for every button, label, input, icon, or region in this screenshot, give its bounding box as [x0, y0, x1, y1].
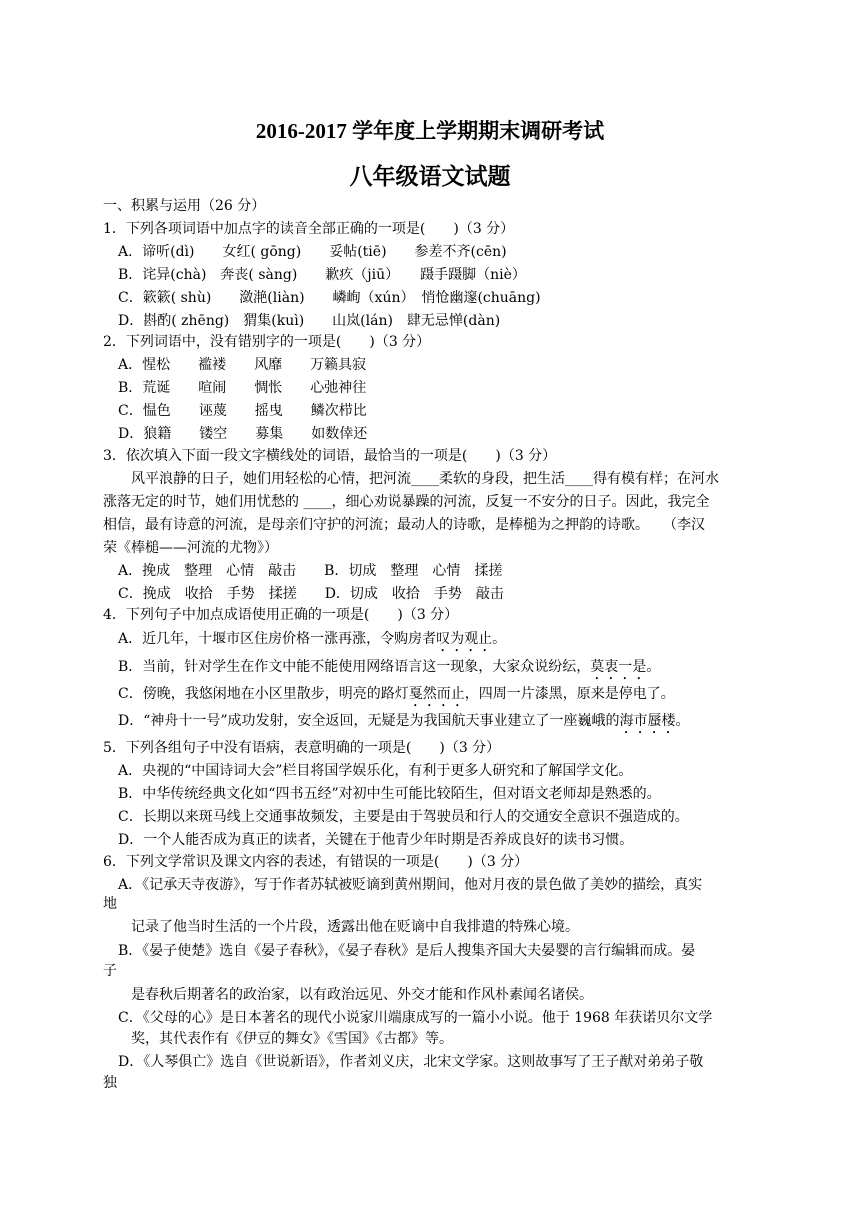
q6-option-b-line-1: B．《晏子使楚》选自《晏子春秋》，《晏子春秋》是后人搜集齐国大夫晏婴的言行编辑而成。晏 — [118, 943, 696, 959]
exam-title: 2016-2017 学年度上学期期末调研考试 — [255, 119, 605, 143]
q6-option-d-line-2: 独 — [103, 1075, 117, 1091]
q3-passage-line-2: 涨落无定的时节，她们用忧愁的 ____，细心劝说暴躁的河流，反复一不安分的日子。因此，我完全 — [103, 494, 710, 510]
question-2-stem: 2．下列词语中，没有错别字的一项是( )（3 分） — [103, 334, 431, 350]
q6-option-b-line-3: 是春秋后期著名的政治家，以有政治远见、外交才能和作风朴素闻名诸侯。 — [131, 987, 593, 1003]
q2-option-a: A．惺松 褴褛 风靡 万籁具寂 — [118, 357, 367, 373]
q3-passage-line-1: 风平浪静的日子，她们用轻松的心情，把河流____柔软的身段，把生活____得有模有样；在河水 — [131, 471, 719, 487]
q6-option-c-line-2: 奖，其代表作有《伊豆的舞女》《雪国》《古都》等。 — [131, 1031, 453, 1047]
question-5-stem: 5．下列各组句子中没有语病，表意明确的一项是( )（3 分） — [103, 740, 501, 756]
q5-option-d: D．一个人能否成为真正的读者，关键在于他青少年时期是否养成良好的读书习惯。 — [118, 832, 634, 848]
q4-option-d: D．“神舟十一号”成功发射，安全返回，无疑是为我国航天事业建立了一座巍峨的海市蜃楼。 — [118, 713, 690, 729]
q6-option-c-line-1: C．《父母的心》是日本著名的现代小说家川端康成写的一篇小小说。他于 1968 年获诺贝尔文学 — [118, 1010, 713, 1026]
q5-option-c: C．长期以来斑马线上交通事故频发，主要是由于驾驶员和行人的交通安全意识不强造成的。 — [118, 809, 689, 825]
emphasized-idiom: 戛然而止 — [408, 686, 465, 702]
q1-option-c: C．簌簌( shù) 潋滟(liàn) 嶙峋（xún） 悄怆幽邃(chuāng) — [118, 290, 541, 306]
q6-option-a-line-1: A．《记承天寺夜游》，写于作者苏轼被贬谪到黄州期间，他对月夜的景色做了美妙的描绘，真实 — [118, 877, 703, 893]
q4-option-b: B．当前，针对学生在作文中能不能使用网络语言这一现象，大家众说纷纭，莫衷一是。 — [118, 659, 661, 675]
question-4-stem: 4．下列句子中加点成语使用正确的一项是( )（3 分） — [103, 607, 459, 623]
q6-option-b-line-2: 子 — [103, 963, 117, 979]
q6-option-a-line-2: 地 — [103, 896, 117, 912]
question-6-stem: 6．下列文学常识及课文内容的表述，有错误的一项是( )（3 分） — [103, 854, 529, 870]
q5-option-b: B．中华传统经典文化如“四书五经”对初中生可能比较陌生，但对语文老师却是熟悉的。 — [118, 786, 661, 802]
q5-option-a: A．央视的“中国诗词大会”栏目将国学娱乐化，有利于更多人研究和了解国学文化。 — [118, 763, 633, 779]
q6-option-d-line-1: D．《人琴俱亡》选自《世说新语》，作者刘义庆，北宋文学家。这则故事写了王子猷对弟弟子敬 — [118, 1054, 704, 1070]
q2-option-b: B．荒诞 喧闹 惆怅 心弛神往 — [118, 380, 367, 396]
emphasized-idiom: 莫衷一是 — [590, 659, 647, 675]
q3-options-cd: C．挽成 收拾 手势 揉搓 D．切成 收拾 手势 敲击 — [118, 586, 504, 602]
q2-option-d: D．狼籍 镂空 募集 如数倖还 — [118, 426, 368, 442]
q6-option-a-line-3: 记录了他当时生活的一个片段，透露出他在贬谪中自我排遣的特殊心境。 — [131, 919, 579, 935]
emphasized-idiom: 叹为观止 — [436, 631, 493, 647]
question-1-stem: 1．下列各项词语中加点字的读音全部正确的一项是( )（3 分） — [103, 221, 515, 237]
q2-option-c: C．愠色 诬蔑 摇曳 鳞次栉比 — [118, 403, 367, 419]
q1-option-b: B．诧异(chà) 奔丧( sàng) 歉疚（jiū） 蹑手蹑脚（niè） — [118, 267, 526, 283]
q4-option-a: A．近几年，十堰市区住房价格一涨再涨，令购房者叹为观止。 — [118, 631, 507, 647]
question-3-stem: 3．依次填入下面一段文字横线处的词语，最恰当的一项是( )（3 分） — [103, 448, 557, 464]
q3-passage-line-4: 荣《棒槌——河流的尤物》） — [103, 540, 278, 556]
q4-option-c: C．傍晚，我悠闲地在小区里散步，明亮的路灯戛然而止，四周一片漆黑，原来是停电了。 — [118, 686, 675, 702]
exam-subtitle: 八年级语文试题 — [349, 164, 511, 189]
q3-options-ab: A．挽成 整理 心情 敲击 B．切成 整理 心情 揉搓 — [118, 563, 503, 579]
q3-passage-line-3: 相信，最有诗意的河流，是母亲们守护的河流；最动人的诗歌，是棒槌为之押韵的诗歌。 （李汉 — [103, 517, 705, 533]
emphasized-idiom: 海市蜃楼 — [619, 713, 676, 729]
q1-option-d: D．斟酌( zhēng) 猬集(kuì) 山岚(lán) 肆无忌惮(dàn) — [118, 313, 501, 329]
section-heading: 一、积累与运用（26 分） — [103, 198, 266, 214]
q1-option-a: A．谛听(dì) 女红( gōng) 妥帖(tiē) 参差不齐(cēn) — [118, 244, 507, 260]
